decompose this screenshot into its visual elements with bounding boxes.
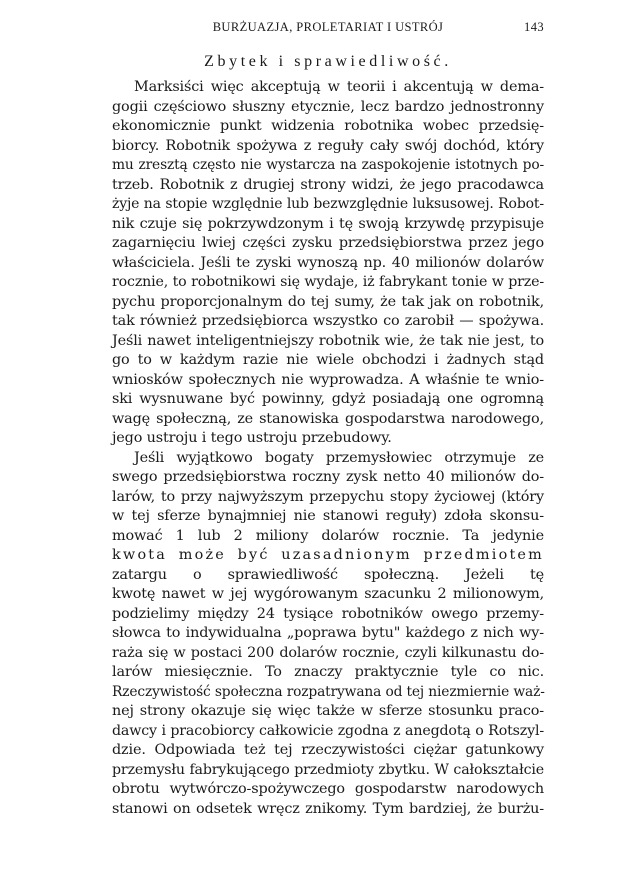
- text-line: Rzeczywistość społeczna rozpatrywana od tej niezmiernie waż-: [112, 683, 545, 700]
- text-line: wagę społeczną, ze stanowiska gospodarstwa narodowego,: [112, 410, 544, 427]
- text-line: ski wysnuwane być powinny, gdyż posiadają one ogromną: [112, 391, 544, 407]
- text-line: rocznie, to robotnikowi się wydaje, iż fabrykant tonie w prze-: [112, 274, 544, 290]
- text-line: podzielimy między 24 tysiące robotników owego przemy-: [112, 605, 544, 622]
- text-line: trzeb. Robotnik z drugiej strony widzi, że jego pracodawca: [112, 176, 544, 193]
- text-line: ekonomicznie punkt widzenia robotnika wobec przedsię-: [112, 118, 544, 134]
- text-line: dawcy i pracobiorcy całkowicie zgodna z anegdotą o Rotszyl-: [112, 722, 544, 739]
- text-line: pychu proporcjonalnym do tej sumy, że tak jak on robotnik,: [112, 293, 544, 310]
- text-line: właściciela. Jeśli te zyski wynoszą np. 40 milionów dolarów: [112, 254, 544, 271]
- text-line: gogii częściowo słuszny etycznie, lecz bardzo jednostronny: [112, 98, 544, 115]
- page-number: 143: [524, 20, 544, 34]
- text-line: wniosków społecznych nie wyprowadza. A właśnie te wnio-: [112, 371, 544, 388]
- body-text: [112, 78, 544, 819]
- text-line: larów miesięcznie. To znaczy praktycznie tyle co nic.: [112, 664, 544, 680]
- text-line: tak również przedsiębiorca wszystko co zarobił — spożywa.: [112, 313, 544, 329]
- text-line: larów, to przy najwyższym przepychu stopy życiowej (który: [112, 488, 544, 505]
- text-line: nej strony okazuje się więc także w sferze stosunku praco-: [112, 703, 544, 719]
- text-line: kwota może być uzasadnionym przedmiotem: [112, 547, 544, 563]
- text-line: Marksiści więc akceptują w teorii i akcentują w dema-: [134, 79, 544, 95]
- text-line: w tej sferze bynajmniej nie stanowi reguły) zdoła skonsu-: [112, 508, 544, 524]
- text-line: zatargu o sprawiedliwość społeczną. Jeżeli tę: [112, 566, 544, 583]
- text-line: słowca to indywidualna „poprawa bytu" każdego z nich wy-: [112, 625, 544, 641]
- text-line: żyje na stopie względnie lub bezwzględnie luksusowej. Robot-: [112, 196, 544, 212]
- text-line: Jeśli nawet inteligentniejszy robotnik wie, że tak nie jest, to: [112, 332, 544, 349]
- text-line: mu zresztą często nie wystarcza na zaspokojenie istotnych po-: [112, 157, 544, 173]
- text-line: zagarnięciu lwiej części zysku przedsiębiorstwa przez jego: [112, 235, 544, 251]
- text-line: Jeśli wyjątkowo bogaty przemysłowiec otrzymuje ze: [134, 449, 544, 466]
- text-line: jego ustroju i tego ustroju przebudowy.: [112, 430, 392, 446]
- text-line: obrotu wytwórczo-spożywczego gospodarstw narodowych: [112, 781, 544, 797]
- text-line: nik czuje się pokrzywdzonym i tę swoją krzywdę przypisuje: [112, 215, 544, 232]
- text-line: przemysłu fabrykującego przedmioty zbytku. W całokształcie: [112, 761, 544, 778]
- text-line: go to w każdym razie nie wiele obchodzi i żadnych stąd: [112, 352, 544, 368]
- text-line: swego przedsiębiorstwa roczny zysk netto 40 milionów do-: [112, 469, 544, 485]
- section-heading: Zbytek i sprawiedliwość.: [204, 53, 452, 70]
- text-line: dzie. Odpowiada też tej rzeczywistości ciężar gatunkowy: [112, 742, 544, 758]
- text-line: kwotę nawet w jej wygórowanym szacunku 2 milionowym,: [112, 586, 544, 602]
- running-title: BURŻUAZJA, PROLETARIAT I USTRÓJ: [212, 20, 444, 34]
- text-line: raża się w postaci 200 dolarów rocznie, czyli kilkunastu do-: [112, 644, 544, 661]
- running-head: [112, 20, 544, 40]
- text-line: biorcy. Robotnik spożywa z reguły cały swój dochód, który: [112, 137, 544, 154]
- text-line: stanowi on odsetek wręcz znikomy. Tym bardziej, że burżu-: [112, 800, 544, 817]
- text-line: mować 1 lub 2 miliony dolarów rocznie. Ta jedynie: [112, 527, 544, 544]
